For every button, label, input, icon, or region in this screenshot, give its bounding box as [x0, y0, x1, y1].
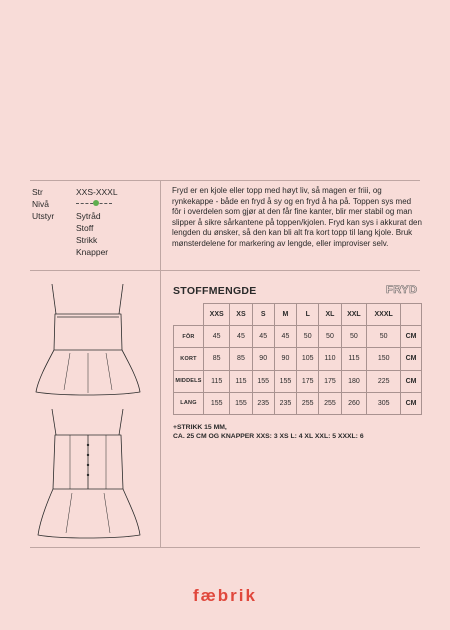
equipment-list — [76, 210, 162, 258]
size-header: M — [274, 304, 296, 326]
table-cell: 115 — [230, 370, 252, 392]
table-cell: 45 — [252, 326, 274, 348]
table-cell: 85 — [204, 348, 230, 370]
table-cell: 175 — [297, 370, 319, 392]
table-cell: 45 — [274, 326, 296, 348]
table-cell: 180 — [341, 370, 367, 392]
table-cell: 90 — [274, 348, 296, 370]
pattern-description: Fryd er en kjole eller topp med høyt liv, så magen er friii, og rynkekappe - både en fryd å sy og en fryd å ha på. Toppen sys med fôr i overdelen som gjør at den får fine kanter, blir mer stabil og man slipper å sikre sårkantene på toppen/kjolen. Fryd kan sys i akkurat den lengden du ønsker, så den kan bli alt fra kort topp til lang kjole. Bruk mønsterdelene for markering av lengde, eller improviser selv. — [172, 186, 422, 248]
table-cell: 155 — [204, 392, 230, 414]
size-header: S — [252, 304, 274, 326]
equipment-item: Sytråd — [76, 211, 101, 221]
table-cell: 305 — [367, 392, 401, 414]
level-indicator — [76, 198, 162, 210]
level-label: Nivå — [32, 199, 50, 209]
unit-cell: CM — [401, 348, 422, 370]
divider-bottom — [30, 547, 420, 548]
size-header: XXS — [204, 304, 230, 326]
table-cell: 155 — [274, 370, 296, 392]
size-header: XXXL — [367, 304, 401, 326]
table-cell: 45 — [230, 326, 252, 348]
size-header: L — [297, 304, 319, 326]
divider-top — [30, 180, 420, 181]
table-cell: 50 — [341, 326, 367, 348]
table-cell: 50 — [367, 326, 401, 348]
info-block — [32, 186, 162, 258]
size-header: XS — [230, 304, 252, 326]
row-label: MIDDELS — [174, 370, 204, 392]
equipment-item: Strikk — [76, 235, 98, 245]
divider-middle — [30, 270, 420, 271]
table-cell: 155 — [230, 392, 252, 414]
notes-line: +STRIKK 15 MM, — [173, 424, 227, 431]
table-row — [174, 392, 422, 414]
table-cell: 105 — [297, 348, 319, 370]
size-value: XXS-XXXL — [76, 187, 118, 197]
table-row — [174, 326, 422, 348]
table-cell: 50 — [319, 326, 341, 348]
table-cell: 85 — [230, 348, 252, 370]
equipment-item: Stoff — [76, 223, 94, 233]
table-title: STOFFMENGDE — [173, 285, 257, 297]
back-view-drawing — [30, 405, 150, 541]
level-row — [32, 198, 162, 210]
table-cell: 115 — [204, 370, 230, 392]
notes — [173, 423, 364, 441]
table-cell: 45 — [204, 326, 230, 348]
table-row — [174, 348, 422, 370]
equipment-row — [32, 210, 162, 258]
row-label: FÔR — [174, 326, 204, 348]
table-cell: 150 — [367, 348, 401, 370]
size-row — [32, 186, 162, 198]
unit-cell: CM — [401, 392, 422, 414]
pattern-name: FRYD — [386, 284, 418, 296]
level-dot-icon — [93, 200, 99, 206]
table-cell: 90 — [252, 348, 274, 370]
table-header-row — [174, 304, 422, 326]
table-cell: 255 — [297, 392, 319, 414]
equipment-label: Utstyr — [32, 211, 55, 221]
row-label: KORT — [174, 348, 204, 370]
table-corner — [174, 304, 204, 326]
table-cell: 50 — [297, 326, 319, 348]
size-label: Str — [32, 187, 43, 197]
table-cell: 235 — [252, 392, 274, 414]
table-cell: 110 — [319, 348, 341, 370]
table-row — [174, 370, 422, 392]
table-cell: 175 — [319, 370, 341, 392]
front-view-drawing — [30, 280, 150, 398]
row-label: LANG — [174, 392, 204, 414]
brand-logo: fæbrik — [193, 586, 257, 605]
size-header: XXL — [341, 304, 367, 326]
unit-cell: CM — [401, 370, 422, 392]
unit-cell: CM — [401, 326, 422, 348]
table-cell: 260 — [341, 392, 367, 414]
table-cell: 225 — [367, 370, 401, 392]
table-cell: 235 — [274, 392, 296, 414]
size-header: XL — [319, 304, 341, 326]
table-cell: 255 — [319, 392, 341, 414]
table-cell: 155 — [252, 370, 274, 392]
unit-header — [401, 304, 422, 326]
table-cell: 115 — [341, 348, 367, 370]
fabric-amount-table — [173, 303, 422, 415]
notes-line: CA. 25 CM OG KNAPPER XXS: 3 XS L: 4 XL XXL: 5 XXXL: 6 — [173, 433, 364, 440]
equipment-item: Knapper — [76, 247, 109, 257]
